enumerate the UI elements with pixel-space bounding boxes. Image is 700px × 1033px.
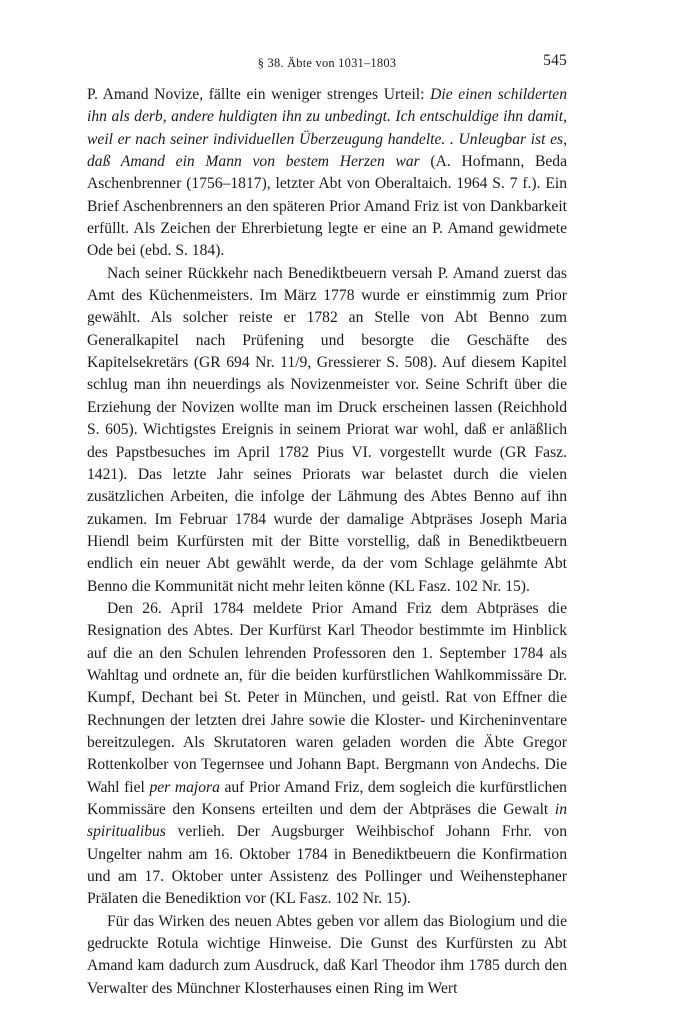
text-run: Nach seiner Rückkehr nach Benediktbeuern versah P. Amand zuerst das Amt des Küchenmeisters. Im März 1778 wurde er einstimmig zum Prior gewählt. Als solcher reiste er 1782 an Stelle von Abt Benno zum Generalkapitel nach Prüfening und besorgte die Geschäfte des Kapitelsekretärs (GR 694 Nr. 11/9, Gressierer S. 508). Auf diesem Kapitel schlug man ihn neuerdings als Novizenmeister vor. Seine Schrift über die Erziehung der Novizen wollte man im Druck erscheinen lassen (Reichhold S. 605). Wichtigstes Ereignis in seinem Priorat war wohl, daß er anläßlich des Papstbesuches im April 1782 Pius VI. vorgestellt wurde (GR Fasz. 1421). Das letzte Jahr seines Priorats war belastet durch die vielen zusätzlichen Arbeiten, die infolge der Lähmung des Abtes Benno auf ihn zukamen. Im Februar 1784 wurde der damalige Abtpräses Joseph Maria Hiendl beim Kurfürsten mit der Bitte vorstellig, daß in Benediktbeuern endlich ein neuer Abt gewählt werde, da der vom Schlage gelähmte Abt Benno die Kommunität nicht mehr leiten könne (KL Fasz. 102 Nr. 15). bbox=[87, 264, 567, 595]
paragraph bbox=[87, 84, 567, 263]
section-title: § 38. Äbte von 1031–1803 bbox=[257, 56, 397, 70]
body-text bbox=[87, 84, 567, 1000]
page-number: 545 bbox=[543, 52, 567, 69]
running-head bbox=[87, 50, 567, 74]
paragraph bbox=[87, 911, 567, 1000]
text-run: Für das Wirken des neuen Abtes geben vor allem das Biologium und die gedruckte Rotula wichtige Hinweise. Die Gunst des Kurfürsten zu Abt Amand kam dadurch zum Ausdruck, daß Karl Theodor ihm 1785 durch den Verwalter des Münchner Klosterhauses einen Ring im Wert bbox=[87, 912, 567, 997]
text-run: Den 26. April 1784 meldete Prior Amand Friz dem Abtpräses die Resignation des Abtes. Der Kurfürst Karl Theodor bestimmte im Hinblick auf die an den Schulen lehrenden Professoren den 1. September 1784 als Wahltag und ordnete an, für die beiden kurfürstlichen Wahlkommissäre Dr. Kumpf, Dechant bei St. Peter in München, und geistl. Rat von Effner die Rechnungen der letzten drei Jahre sowie die Kloster- und Kircheninventare bereitzulegen. Als Skrutatoren waren geladen worden die Äbte Gregor Rottenkolber von Tegernsee und Johann Bapt. Bergmann von Andechs. Die Wahl fiel bbox=[87, 599, 567, 796]
text-run: verlieh. Der Augsburger Weihbischof Johann Frhr. von Ungelter nahm am 16. Oktober 1784 in Benediktbeuern die Konfirmation und am 17. Oktober unter Assistenz des Pollinger und Weihenstephaner Prälaten die Benediktion vor (KL Fasz. 102 Nr. 15). bbox=[87, 823, 567, 908]
text-run: (A. Hofmann, Beda Aschenbrenner (1756–1817), letzter Abt von Oberaltaich. 1964 S. 7 f.). Ein Brief Aschenbrenners an den späteren Prior Amand Friz ist von Dankbarkeit erfüllt. Als Zeichen der Ehrerbietung legte er eine an P. Amand gewidmete Ode bei (ebd. S. 184). bbox=[87, 153, 567, 260]
paragraph bbox=[87, 263, 567, 598]
paragraph bbox=[87, 598, 567, 911]
italic-text: Die einen schilderten ihn als derb, andere huldigten ihn zu unbedingt. Ich entschuldige ihn damit, weil er nach seiner individuellen Überzeugung handelte. . Unleugbar ist es, daß Amand ein Mann von bestem Herzen war bbox=[87, 86, 567, 171]
italic-text: per majora bbox=[149, 778, 220, 796]
book-page bbox=[87, 50, 567, 1000]
italic-text: in spiritualibus bbox=[87, 801, 567, 841]
text-run: P. Amand Novize, fällte ein weniger strenges Urteil: bbox=[87, 86, 431, 103]
text-run: auf Prior Amand Friz, dem sogleich die kurfürstlichen Kommissäre den Konsens erteilten und dem der Abtpräses die Gewalt bbox=[87, 778, 567, 818]
